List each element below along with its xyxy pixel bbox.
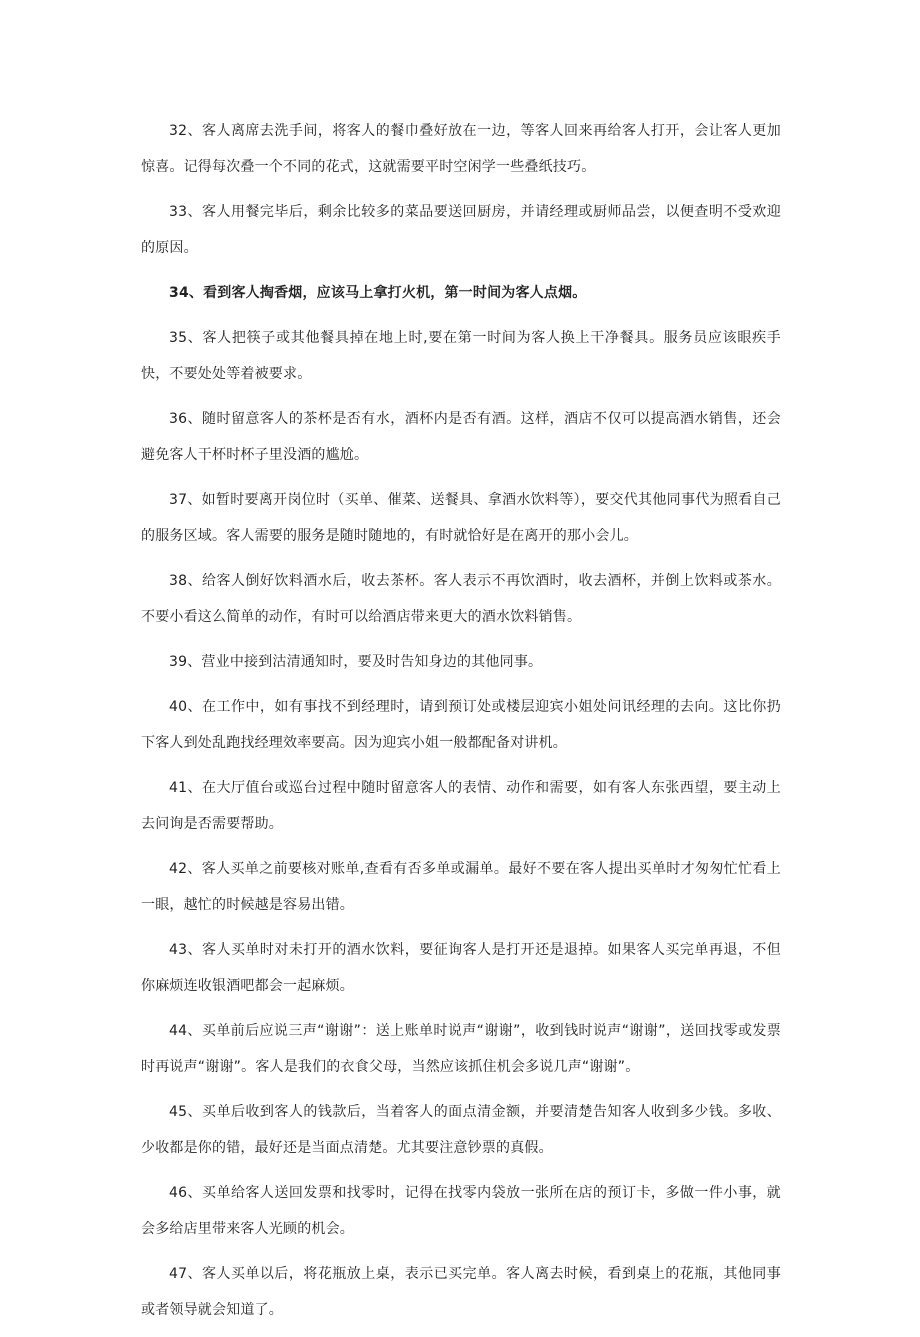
paragraph-40: 40、在工作中，如有事找不到经理时，请到预订处或楼层迎宾小姐处问讯经理的去向。这比你扔下客人到处乱跑找经理效率要高。因为迎宾小姐一般都配备对讲机。: [141, 699, 781, 751]
paragraph-36: 36、随时留意客人的茶杯是否有水，酒杯内是否有酒。这样，酒店不仅可以提高酒水销售，还会避免客人干杯时杯子里没酒的尴尬。: [141, 411, 781, 463]
paragraph-35: 35、客人把筷子或其他餐具掉在地上时,要在第一时间为客人换上干净餐具。服务员应该眼疾手快，不要处处等着被要求。: [141, 330, 781, 382]
paragraph-43: 43、客人买单时对未打开的酒水饮料，要征询客人是打开还是退掉。如果客人买完单再退，不但你麻烦连收银酒吧都会一起麻烦。: [141, 942, 781, 994]
paragraph-32: 32、客人离席去洗手间，将客人的餐巾叠好放在一边，等客人回来再给客人打开，会让客人更加惊喜。记得每次叠一个不同的花式，这就需要平时空闲学一些叠纸技巧。: [141, 123, 781, 175]
document-body: [141, 113, 781, 1337]
paragraph-39: 39、营业中接到沽清通知时，要及时告知身边的其他同事。: [169, 654, 543, 670]
paragraph-45: 45、买单后收到客人的钱款后，当着客人的面点清金额，并要清楚告知客人收到多少钱。多收、少收都是你的错，最好还是当面点清楚。尤其要注意钞票的真假。: [141, 1104, 781, 1156]
paragraph-33: 33、客人用餐完毕后，剩余比较多的菜品要送回厨房，并请经理或厨师品尝，以便查明不受欢迎的原因。: [141, 204, 781, 256]
paragraph-47: 47、客人买单以后，将花瓶放上桌，表示已买完单。客人离去时候，看到桌上的花瓶，其他同事或者领导就会知道了。: [141, 1266, 781, 1318]
paragraph-41: 41、在大厅值台或巡台过程中随时留意客人的表情、动作和需要，如有客人东张西望，要主动上去问询是否需要帮助。: [141, 780, 781, 832]
paragraph-46: 46、买单给客人送回发票和找零时，记得在找零内袋放一张所在店的预订卡，多做一件小事，就会多给店里带来客人光顾的机会。: [141, 1185, 781, 1237]
paragraph-42: 42、客人买单之前要核对账单,查看有否多单或漏单。最好不要在客人提出买单时才匆匆忙忙看上一眼，越忙的时候越是容易出错。: [141, 861, 781, 913]
paragraph-44: 44、买单前后应说三声“谢谢”：送上账单时说声“谢谢”，收到钱时说声“谢谢”，送回找零或发票时再说声“谢谢”。客人是我们的衣食父母，当然应该抓住机会多说几声“谢谢”。: [141, 1023, 781, 1075]
paragraph-38: 38、给客人倒好饮料酒水后，收去茶杯。客人表示不再饮酒时，收去酒杯，并倒上饮料或茶水。不要小看这么简单的动作，有时可以给酒店带来更大的酒水饮料销售。: [141, 573, 781, 625]
paragraph-34: 34、看到客人掏香烟，应该马上拿打火机，第一时间为客人点烟。: [169, 285, 587, 301]
paragraph-37: 37、如暂时要离开岗位时（买单、催菜、送餐具、拿酒水饮料等），要交代其他同事代为照看自己的服务区域。客人需要的服务是随时随地的，有时就恰好是在离开的那小会儿。: [141, 492, 781, 544]
